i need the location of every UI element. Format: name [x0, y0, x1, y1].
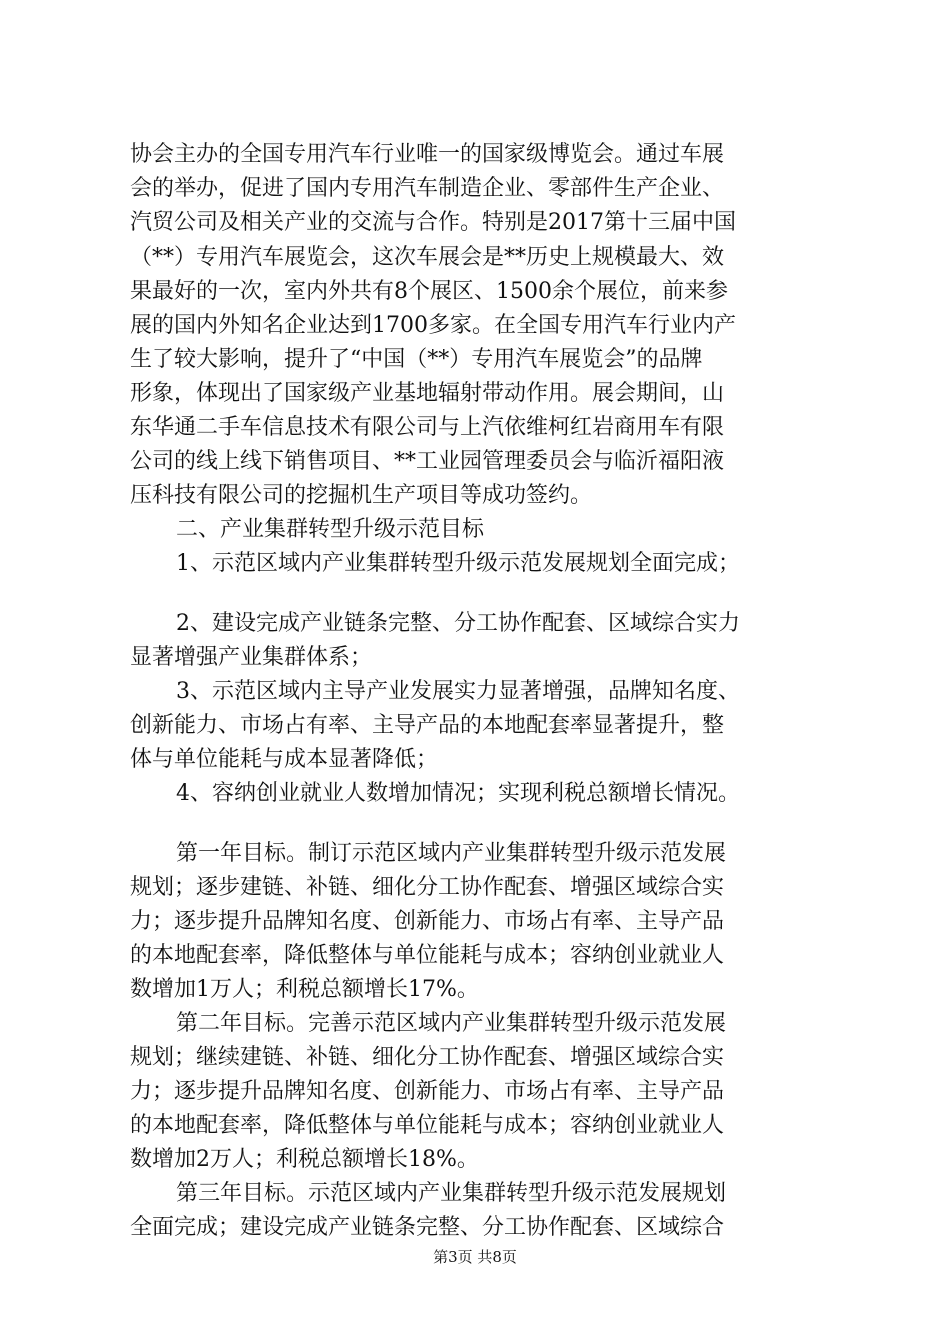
text-line: 生了较大影响，提升了“中国（**）专用汽车展览会”的品牌 [130, 347, 703, 372]
text-line: 体与单位能耗与成本显著降低； [130, 747, 439, 772]
text-line: 显著增强产业集群体系； [130, 645, 373, 670]
text-line: 数增加2万人；利税总额增长18%。 [130, 1147, 479, 1172]
text-line: 数增加1万人；利税总额增长17%。 [130, 977, 479, 1002]
text-line: 全面完成；建设完成产业链条完整、分工协作配套、区域综合 [130, 1215, 725, 1240]
list-item: 1、示范区域内产业集群转型升级示范发展规划全面完成； [176, 551, 740, 576]
text-line: 协会主办的全国专用汽车行业唯一的国家级博览会。通过车展 [130, 142, 725, 167]
text-line: 果最好的一次，室内外共有8个展区、1500余个展位，前来参 [130, 279, 728, 304]
paragraph-start: 第三年目标。示范区域内产业集群转型升级示范发展规划 [176, 1181, 727, 1206]
page-number-footer: 第3页 共8页 [433, 1248, 517, 1266]
text-line: 汽贸公司及相关产业的交流与合作。特别是2017第十三届中国 [130, 210, 736, 235]
text-line: 力；逐步提升品牌知名度、创新能力、市场占有率、主导产品 [130, 1079, 725, 1104]
section-heading: 二、产业集群转型升级示范目标 [176, 517, 485, 542]
text-line: 压科技有限公司的挖掘机生产项目等成功签约。 [130, 483, 593, 508]
text-line: 东华通二手车信息技术有限公司与上汽依维柯红岩商用车有限 [130, 415, 725, 440]
text-line: 的本地配套率，降低整体与单位能耗与成本；容纳创业就业人 [130, 943, 725, 968]
list-item: 4、容纳创业就业人数增加情况；实现利税总额增长情况。 [176, 781, 740, 806]
paragraph-start: 第二年目标。完善示范区域内产业集群转型升级示范发展 [176, 1011, 727, 1036]
list-item: 2、建设完成产业链条完整、分工协作配套、区域综合实力 [176, 611, 740, 636]
text-line: 公司的线上线下销售项目、**工业园管理委员会与临沂福阳液 [130, 449, 725, 474]
paragraph-start: 第一年目标。制订示范区域内产业集群转型升级示范发展 [176, 841, 727, 866]
text-line: 力；逐步提升品牌知名度、创新能力、市场占有率、主导产品 [130, 909, 725, 934]
list-item: 3、示范区域内主导产业发展实力显著增强，品牌知名度、 [176, 679, 740, 704]
text-line: （**）专用汽车展览会，这次车展会是**历史上规模最大、效 [130, 245, 725, 270]
text-line: 会的举办，促进了国内专用汽车制造企业、零部件生产企业、 [130, 176, 725, 201]
text-line: 的本地配套率，降低整体与单位能耗与成本；容纳创业就业人 [130, 1113, 725, 1138]
text-line: 创新能力、市场占有率、主导产品的本地配套率显著提升，整 [130, 713, 725, 738]
text-line: 规划；继续建链、补链、细化分工协作配套、增强区域综合实 [130, 1045, 725, 1070]
text-line: 形象，体现出了国家级产业基地辐射带动作用。展会期间，山 [130, 381, 725, 406]
text-line: 规划；逐步建链、补链、细化分工协作配套、增强区域综合实 [130, 875, 725, 900]
text-line: 展的国内外知名企业达到1700多家。在全国专用汽车行业内产 [130, 313, 736, 338]
